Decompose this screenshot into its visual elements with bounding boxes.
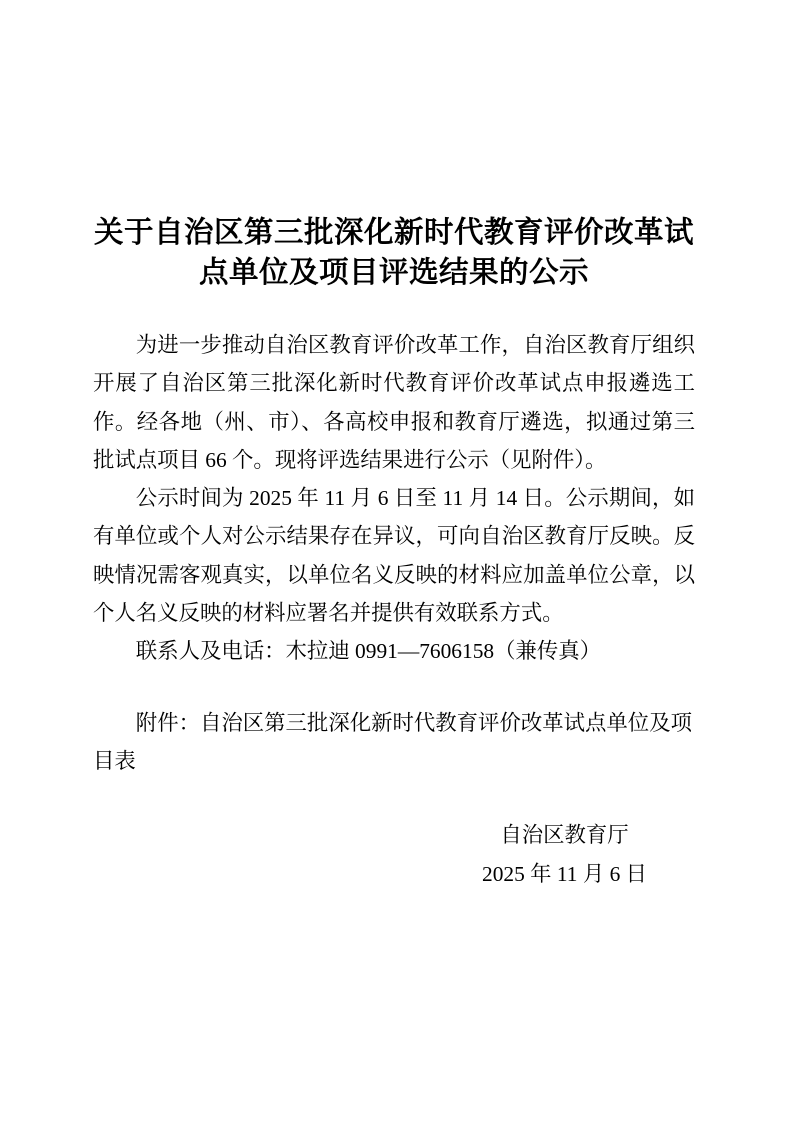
signature-block: [482, 816, 647, 893]
document-title-line-1: 关于自治区第三批深化新时代教育评价改革试: [93, 217, 694, 249]
document-title: [93, 213, 695, 293]
signature-date: 2025 年 11 月 6 日: [482, 861, 647, 886]
paragraph-publicity-period: 公示时间为 2025 年 11 月 6 日至 11 月 14 日。公示期间，如有单位或个人对公示结果存在异议，可向自治区教育厅反映。反映情况需客观真实，以单位名义反映的材料应加盖单位公章，以个人名义反映的材料应署名并提供有效联系方式。: [93, 486, 695, 626]
document-title-line-2: 点单位及项目评选结果的公示: [198, 257, 589, 289]
signature-area: [93, 816, 695, 893]
document-content: [93, 213, 695, 893]
attachment-line: 附件：自治区第三批深化新时代教育评价改革试点单位及项目表: [93, 710, 692, 773]
signature-org: 自治区教育厅: [500, 823, 629, 848]
paragraph-contact: 联系人及电话：木拉迪 0991—7606158（兼传真）: [135, 639, 602, 664]
paragraph-intro: 为进一步推动自治区教育评价改革工作，自治区教育厅组织开展了自治区第三批深化新时代教育评价改革试点申报遴选工作。经各地（州、市）、各高校申报和教育厅遴选，拟通过第三批试点项目 66 个。现将评选结果进行公示（见附件）。: [93, 333, 695, 472]
document-body: [93, 326, 695, 893]
